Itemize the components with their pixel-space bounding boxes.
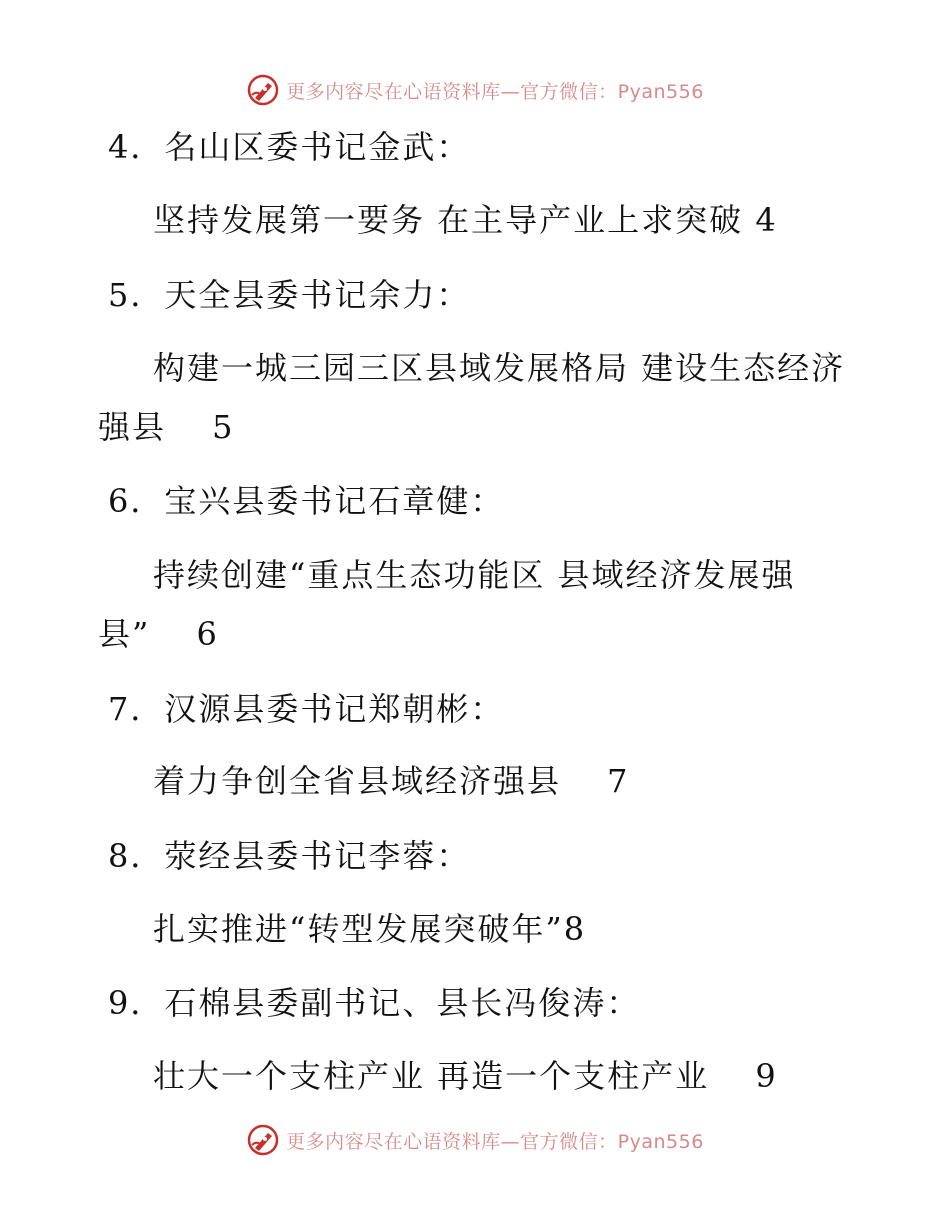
toc-entry-heading: 6．宝兴县委书记石章健： (108, 482, 505, 520)
watermark-text: 更多内容尽在心语资料库—官方微信：Pyan556 (286, 80, 704, 103)
toc-entry-title-cont: 县” 6 (98, 615, 219, 653)
toc-entry-heading: 7．汉源县委书记郑朝彬： (108, 690, 505, 728)
toc-entry-title: 坚持发展第一要务 在主导产业上求突破 4 (153, 201, 778, 239)
footer-watermark (0, 1120, 950, 1160)
watermark-text: 更多内容尽在心语资料库—官方微信：Pyan556 (286, 1130, 704, 1153)
toc-entry-heading: 4．名山区委书记金武： (108, 128, 471, 166)
toc-entry-title: 壮大一个支柱产业 再造一个支柱产业 9 (153, 1057, 778, 1095)
pen-nib-logo-icon (246, 1123, 280, 1157)
toc-entry-title: 着力争创全省县域经济强县 7 (153, 762, 630, 800)
pen-nib-logo-icon (246, 73, 280, 107)
toc-entry-heading: 5．天全县委书记余力： (108, 276, 471, 314)
toc-entry-title: 扎实推进“转型发展突破年”8 (153, 910, 587, 948)
header-watermark (0, 70, 950, 110)
toc-entry-heading: 8．荥经县委书记李蓉： (108, 837, 471, 875)
toc-entry-title: 持续创建“重点生态功能区 县域经济发展强 (153, 556, 796, 594)
toc-entry-title-cont: 强县 5 (98, 408, 235, 446)
toc-entry-title: 构建一城三园三区县域发展格局 建设生态经济 (153, 349, 846, 387)
toc-entry-heading: 9．石棉县委副书记、县长冯俊涛： (108, 984, 641, 1022)
